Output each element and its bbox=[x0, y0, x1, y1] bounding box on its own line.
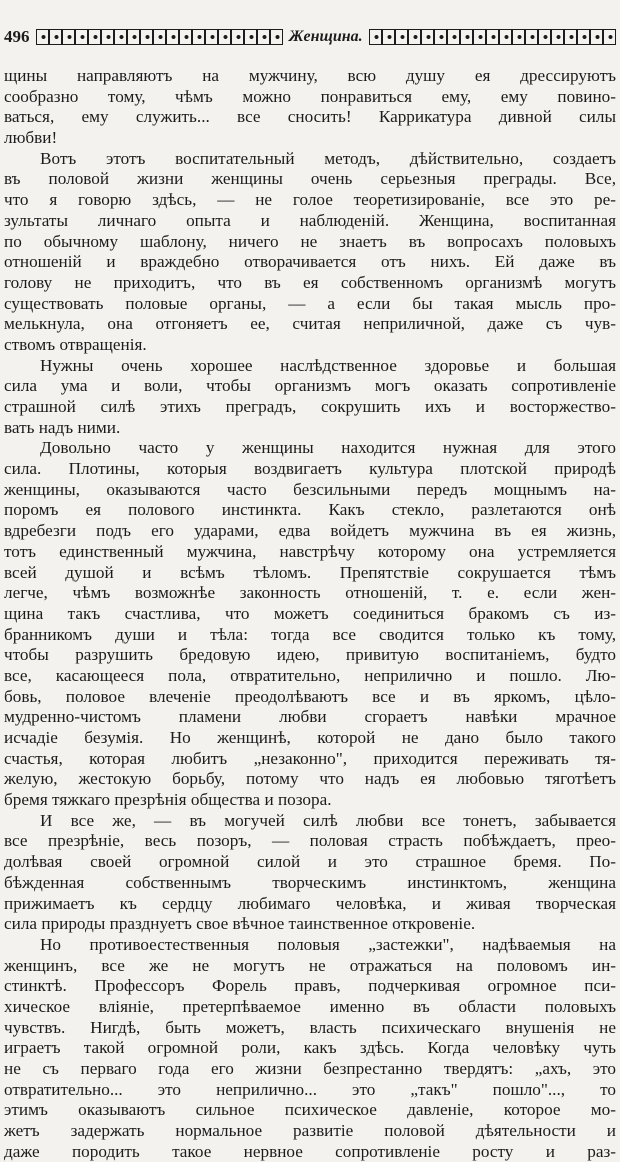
text-line: все, касающееся пола, отвратительно, неприлично и пошло. Лю- bbox=[4, 665, 616, 685]
text-line: чувствъ. Нигдѣ, быть можетъ, власть психическаго внушенія не bbox=[4, 1017, 616, 1037]
text-line: всей душой и всѣмъ тѣломъ. Препятствіе сокрушается тѣмъ bbox=[4, 562, 616, 582]
text-line: долѣвая своей огромной силой и это страшное бремя. По- bbox=[4, 852, 616, 872]
text-line: щины направляютъ на мужчину, всю душу ея дрессируютъ bbox=[4, 66, 616, 85]
text-line: сообразно тому, чѣмъ можно понравиться ему, ему повино- bbox=[4, 86, 616, 106]
text-line: женщины, оказываются часто безсильными передъ мощнымъ на- bbox=[4, 479, 616, 499]
text-line: мудренно-чистомъ пламени любви сгораетъ навѣки мрачное bbox=[4, 707, 616, 727]
page-number: 496 bbox=[4, 27, 30, 46]
text-line: зультаты личнаго опыта и наблюденій. Женщина, воспитанная bbox=[4, 210, 616, 230]
body-text bbox=[4, 66, 616, 1162]
text-line: щина такъ счастлива, что можетъ соединиться бракомъ съ из- bbox=[4, 603, 616, 623]
text-line: Но противоестественныя половыя „застежки", надѣваемыя на bbox=[40, 934, 616, 954]
text-line: вдребезги подъ его ударами, едва войдетъ мужчина въ ея жизнь, bbox=[4, 521, 616, 541]
text-line: бремя тяжкаго презрѣнія общества и позора. bbox=[4, 790, 332, 810]
running-title: Женщина. bbox=[288, 28, 363, 45]
text-line: не съ перваго года его жизни безпрестанно твердятъ: „ахъ, это bbox=[4, 1059, 616, 1078]
text-line: бѣжденная собственнымъ творческимъ инстинктомъ, женщина bbox=[4, 872, 616, 892]
text-line: жетъ задержать нормальное развитіе половой дѣятельности и bbox=[4, 1121, 616, 1141]
text-line: въ половой жизни женщины очень серьезныя преграды. Все, bbox=[4, 169, 616, 189]
text-line: женщинъ, все же не могутъ не отражаться на половомъ ин- bbox=[4, 955, 616, 975]
text-line: бранникомъ души и тѣла: тогда все сводится только къ тому, bbox=[4, 624, 616, 644]
text-line: существовать половые органы, — а если бы такая мысль про- bbox=[4, 293, 616, 313]
text-line: поромъ ея полового инстинкта. Какъ стекло, разлетаются онѣ bbox=[4, 500, 616, 520]
text-line: сила. Плотины, которыя воздвигаетъ культура плотской природѣ bbox=[4, 459, 616, 479]
right-ornament-rule bbox=[369, 29, 616, 45]
text-line: ствомъ отвращенія. bbox=[4, 334, 147, 354]
text-line: ваться, ему служить... все сносить! Каррикатура дивной силы bbox=[4, 107, 616, 127]
text-line: прижимаетъ къ сердцу любимаго человѣка, и живая творческая bbox=[4, 893, 616, 913]
text-line: легче, чѣмъ возможнѣе законность отношеній, т. е. если жен- bbox=[4, 583, 616, 603]
text-line: вать надъ ними. bbox=[4, 417, 121, 437]
text-line: играетъ такой огромной роли, какъ здѣсь. Когда человѣку чуть bbox=[4, 1038, 616, 1058]
text-line: что я говорю здѣсь, — не голое теоретизированіе, все это ре- bbox=[4, 190, 616, 210]
text-line: голову не приходитъ, что въ ея собственномъ организмѣ могутъ bbox=[4, 272, 616, 292]
text-line: Довольно часто у женщины находится нужная для этого bbox=[40, 438, 616, 458]
text-line: сила природы празднуетъ свое вѣчное таинственное откровеніе. bbox=[4, 914, 476, 934]
text-line: этимъ оказываютъ сильное психическое давленіе, которое мо- bbox=[4, 1100, 616, 1120]
text-line: И все же, — въ могучей силѣ любви все тонетъ, забывается bbox=[40, 810, 616, 830]
text-line: сила ума и воли, чтобы организмъ могъ оказать сопротивленіе bbox=[4, 376, 616, 396]
text-line: Нужны очень хорошее наслѣдственное здоровье и большая bbox=[40, 355, 616, 375]
text-line: по обычному шаблону, ничего не знаетъ въ вопросахъ половыхъ bbox=[4, 231, 616, 251]
text-line: желую, жестокую борьбу, потому что надъ ея любовью тяготѣетъ bbox=[4, 769, 616, 789]
text-line: даже породить такое нервное сопротивленіе росту и раз- bbox=[4, 1141, 616, 1161]
text-line: бовь, половое влеченіе преодолѣваютъ все и въ яркомъ, цѣло- bbox=[4, 686, 616, 706]
text-line: отношеній и враждебно отворачивается отъ нихъ. Ей даже въ bbox=[4, 252, 616, 272]
text-line: Вотъ этотъ воспитательный методъ, дѣйствительно, создаетъ bbox=[40, 148, 616, 168]
text-line: мелькнула, она отгоняетъ ее, считая неприличной, даже съ чув- bbox=[4, 314, 616, 334]
text-line: хическое вліяніе, претерпѣваемое именно въ области половыхъ bbox=[4, 996, 616, 1016]
text-line: счастья, которая любитъ „незаконно", приходится переживать тя- bbox=[4, 748, 616, 768]
text-line: исчадіе безумія. Но женщинѣ, которой не дано было такого bbox=[4, 728, 616, 747]
text-line: все презрѣніе, весь позоръ, — половая страсть побѣждаетъ, прео- bbox=[4, 831, 616, 851]
text-line: тотъ единственный мужчина, навстрѣчу которому она устремляется bbox=[4, 541, 616, 561]
text-line: чтобы разрушить бредовую идею, привитую воспитаніемъ, будто bbox=[4, 645, 616, 665]
text-line: любви! bbox=[4, 128, 58, 148]
text-line: страшной силѣ этихъ преградъ, сокрушить ихъ и восторжество- bbox=[4, 397, 616, 416]
left-ornament-rule bbox=[36, 29, 283, 45]
page-header bbox=[4, 26, 616, 48]
text-line: стинктѣ. Профессоръ Форель правъ, подчеркивая огромное пси- bbox=[4, 976, 616, 996]
text-line: отвратительно... это неприлично... это „такъ" пошло"..., то bbox=[4, 1079, 616, 1099]
